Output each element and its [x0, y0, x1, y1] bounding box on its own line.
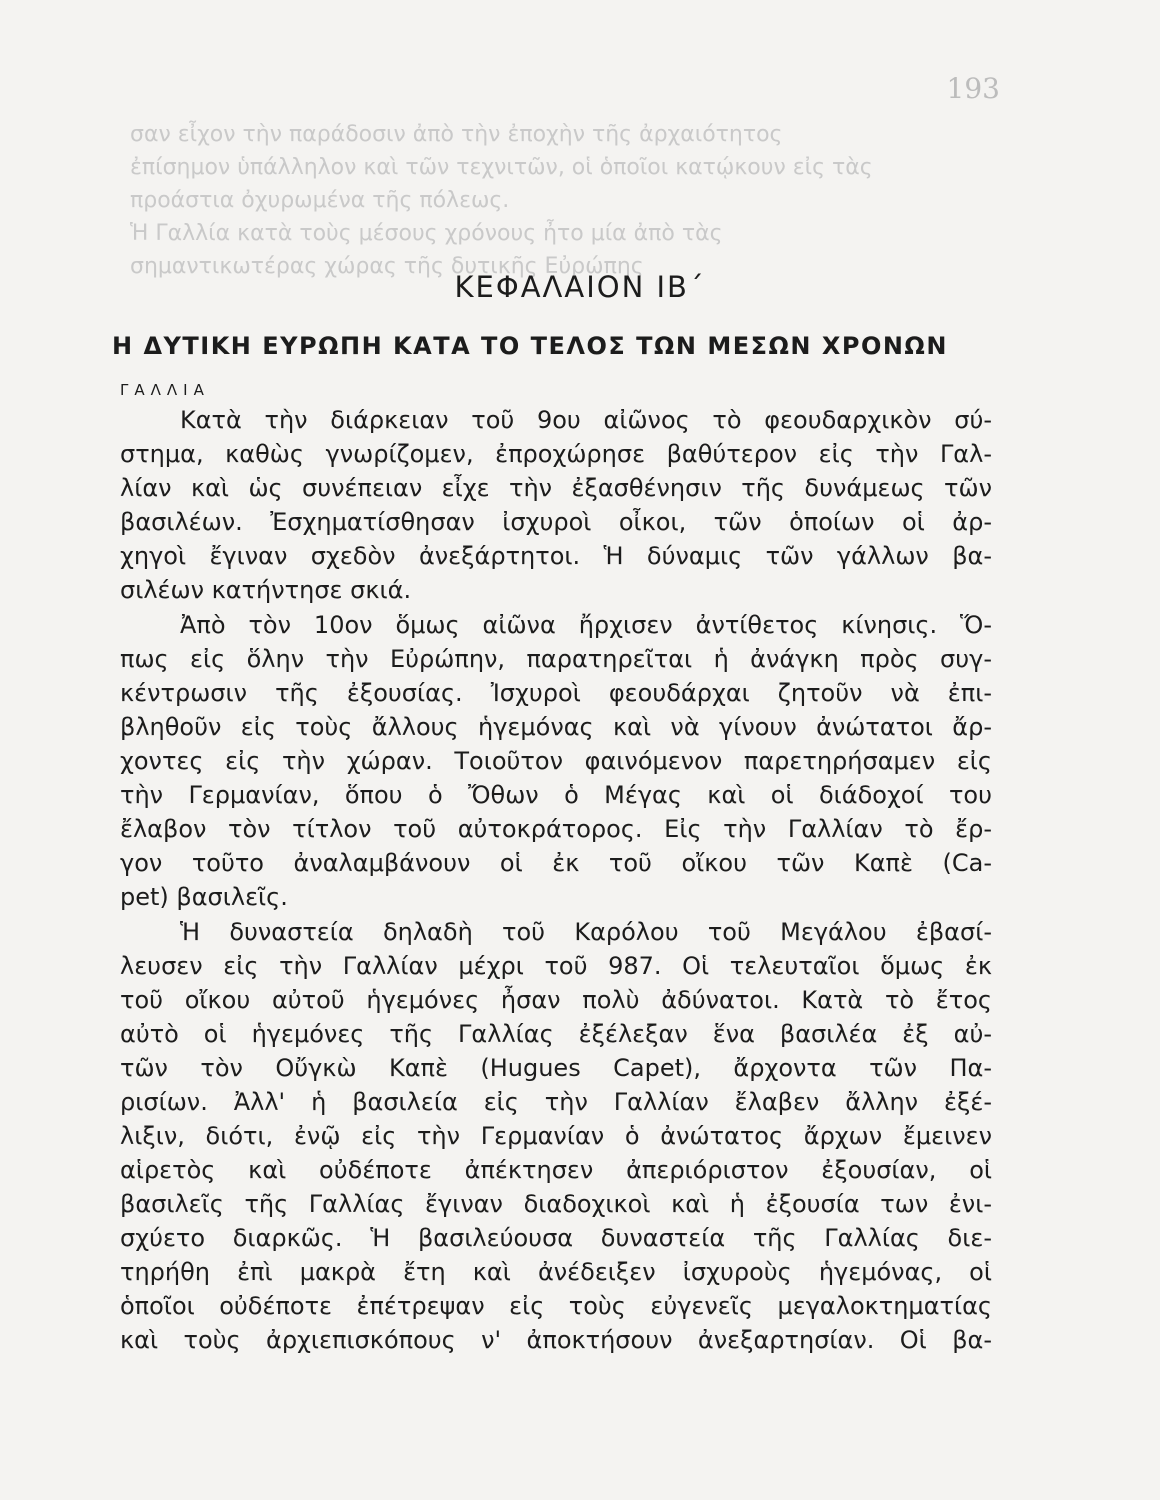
show-through-line: ἐπίσημον ὑπάλληλον καὶ τῶν τεχνιτῶν, οἱ ὁποῖοι κατῴκουν εἰς τὰς: [130, 155, 873, 180]
text-line: γον τοῦτο ἀναλαμβάνουν οἱ ἐκ τοῦ οἴκου τῶν Καπὲ (Ca-: [120, 849, 992, 877]
text-line: Κατὰ τὴν διάρκειαν τοῦ 9ου αἰῶνος τὸ φεουδαρχικὸν σύ-: [180, 406, 992, 434]
text-line: βασιλεῖς τῆς Γαλλίας ἔγιναν διαδοχικοὶ καὶ ἡ ἐξουσία των ἐνι-: [120, 1190, 992, 1218]
text-line: τηρήθη ἐπὶ μακρὰ ἔτη καὶ ἀνέδειξεν ἰσχυροὺς ἡγεμόνας, οἱ: [120, 1258, 992, 1286]
text-line: ρισίων. Ἀλλ' ἡ βασιλεία εἰς τὴν Γαλλίαν ἔλαβεν ἄλλην ἐξέ-: [120, 1088, 992, 1116]
section-heading: ΓΑΛΛΙΑ: [120, 381, 210, 399]
show-through-line: προάστια ὀχυρωμένα τῆς πόλεως.: [130, 188, 510, 213]
text-line: τὴν Γερμανίαν, ὅπου ὁ Ὄθων ὁ Μέγας καὶ οἱ διάδοχοί του: [120, 781, 992, 809]
text-line: ὁποῖοι οὐδέποτε ἐπέτρεψαν εἰς τοὺς εὐγενεῖς μεγαλοκτηματίας: [120, 1292, 992, 1320]
text-line: χοντες εἰς τὴν χώραν. Τοιοῦτον φαινόμενον παρετηρήσαμεν εἰς: [120, 747, 992, 775]
text-line: Ἡ δυναστεία δηλαδὴ τοῦ Καρόλου τοῦ Μεγάλου ἐβασί-: [180, 918, 992, 946]
text-line: πως εἰς ὅλην τὴν Εὐρώπην, παρατηρεῖται ἡ ἀνάγκη πρὸς συγ-: [120, 645, 992, 673]
text-line: χηγοὶ ἔγιναν σχεδὸν ἀνεξάρτητοι. Ἡ δύναμις τῶν γάλλων βα-: [120, 542, 992, 570]
show-through-line: Ἡ Γαλλία κατὰ τοὺς μέσους χρόνους ἦτο μία ἀπὸ τὰς: [130, 221, 723, 246]
chapter-title: ΚΕΦΑΛΑΙΟΝ ΙΒ΄: [454, 270, 706, 304]
chapter-subtitle: Η ΔΥΤΙΚΗ ΕΥΡΩΠΗ ΚΑΤΑ ΤΟ ΤΕΛΟΣ ΤΩΝ ΜΕΣΩΝ ΧΡΟΝΩΝ: [112, 332, 948, 360]
paragraph-2: [120, 608, 992, 914]
show-through-line: σαν εἶχον τὴν παράδοσιν ἀπὸ τὴν ἐποχὴν τῆς ἀρχαιότητος: [130, 122, 783, 147]
text-line: σχύετο διαρκῶς. Ἡ βασιλεύουσα δυναστεία τῆς Γαλλίας διε-: [120, 1224, 992, 1252]
text-line: λευσεν εἰς τὴν Γαλλίαν μέχρι τοῦ 987. Οἱ τελευταῖοι ὅμως ἐκ: [120, 952, 992, 980]
body-text: [120, 403, 992, 1357]
text-line: αἱρετὸς καὶ οὐδέποτε ἀπέκτησεν ἀπεριόριστον ἐξουσίαν, οἱ: [120, 1156, 992, 1184]
text-line: κέντρωσιν τῆς ἐξουσίας. Ἰσχυροὶ φεουδάρχαι ζητοῦν νὰ ἐπι-: [120, 679, 992, 707]
text-line: καὶ τοὺς ἀρχιεπισκόπους ν' ἀποκτήσουν ἀνεξαρτησίαν. Οἱ βα-: [120, 1326, 992, 1354]
text-line: Ἀπὸ τὸν 10ον ὅμως αἰῶνα ἤρχισεν ἀντίθετος κίνησις. Ὅ-: [180, 611, 992, 639]
text-line: στημα, καθὼς γνωρίζομεν, ἐπροχώρησε βαθύτερον εἰς τὴν Γαλ-: [120, 440, 992, 468]
paragraph-3: [120, 915, 992, 1357]
text-line: ἔλαβον τὸν τίτλον τοῦ αὐτοκράτορος. Εἰς τὴν Γαλλίαν τὸ ἔρ-: [120, 815, 992, 843]
text-line: βασιλέων. Ἐσχηματίσθησαν ἰσχυροὶ οἶκοι, τῶν ὁποίων οἱ ἀρ-: [120, 508, 992, 536]
text-line: τοῦ οἴκου αὐτοῦ ἡγεμόνες ἦσαν πολὺ ἀδύνατοι. Κατὰ τὸ ἔτος: [120, 986, 992, 1014]
show-through-line: σημαντικωτέρας χώρας τῆς δυτικῆς Εὐρώπης: [130, 254, 644, 279]
text-line: αὐτὸ οἱ ἡγεμόνες τῆς Γαλλίας ἐξέλεξαν ἕνα βασιλέα ἐξ αὐ-: [120, 1020, 992, 1048]
text-line: τῶν τὸν Οὔγκὼ Καπὲ (Hugues Capet), ἄρχοντα τῶν Πα-: [120, 1054, 992, 1082]
show-through-text: [130, 118, 1010, 283]
text-line: λιξιν, διότι, ἐνῷ εἰς τὴν Γερμανίαν ὁ ἀνώτατος ἄρχων ἔμεινεν: [120, 1122, 992, 1150]
text-line: σιλέων κατήντησε σκιά.: [120, 576, 412, 604]
text-line: pet) βασιλεῖς.: [120, 883, 288, 911]
page-number: 193: [946, 72, 1000, 105]
paragraph-1: [120, 403, 992, 607]
text-line: λίαν καὶ ὡς συνέπειαν εἶχε τὴν ἐξασθένησιν τῆς δυνάμεως τῶν: [120, 474, 992, 502]
text-line: βληθοῦν εἰς τοὺς ἄλλους ἡγεμόνας καὶ νὰ γίνουν ἀνώτατοι ἄρ-: [120, 713, 992, 741]
